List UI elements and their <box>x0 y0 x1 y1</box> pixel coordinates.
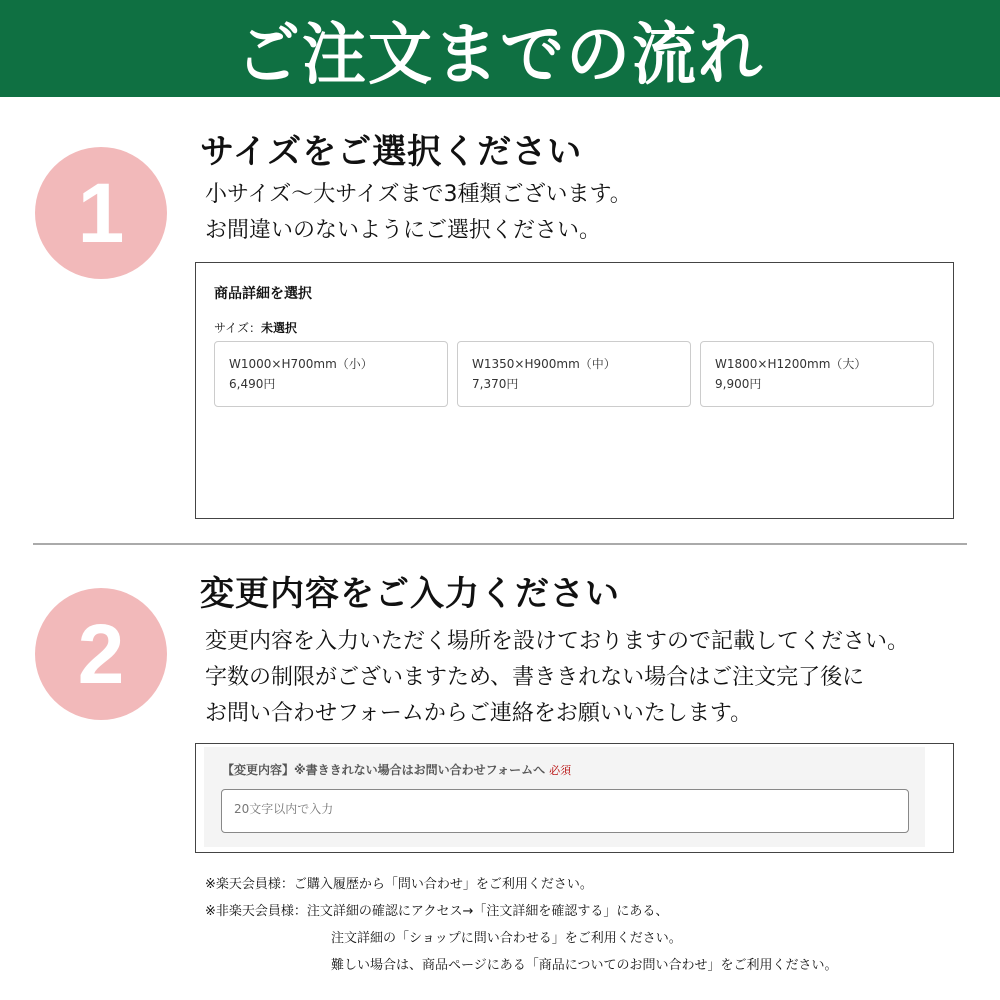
step-1-desc-line: お間違いのないようにご選択ください。 <box>205 218 602 243</box>
step-2-description <box>205 624 909 732</box>
size-label: サイズ： <box>214 321 262 335</box>
note-rakuten <box>205 871 837 898</box>
note-prefix: ※非楽天会員様： <box>205 904 307 919</box>
panel-title: 商品詳細を選択 <box>214 286 312 302</box>
step-2-desc-line: 変更内容を入力いただく場所を設けておりますので記載してください。 <box>205 629 910 654</box>
option-price: 7,370円 <box>472 377 519 391</box>
step-2-desc-line: 字数の制限がございますため、書ききれない場合はご注文完了後に <box>205 665 865 690</box>
option-price: 9,900円 <box>715 377 762 391</box>
page-title: ご注文までの流れ <box>236 15 764 94</box>
step-2-desc-line: お問い合わせフォームからご連絡をお願いいたします。 <box>205 701 753 726</box>
option-label: W1800×H1200mm（大） <box>715 357 867 371</box>
form-area <box>204 747 925 847</box>
section-divider <box>33 543 967 545</box>
option-price: 6,490円 <box>229 377 276 391</box>
size-selection-status <box>214 319 297 336</box>
option-label: W1000×H700mm（小） <box>229 357 373 371</box>
note-line: 難しい場合は、商品ページにある「商品についてのお問い合わせ」をご利用ください。 <box>331 958 838 973</box>
required-badge: 必須 <box>549 764 572 777</box>
contact-notes <box>205 871 837 979</box>
step-2-title: 変更内容をご入力ください <box>200 574 620 614</box>
note-text: 注文詳細の確認にアクセス→「注文詳細を確認する」にある、 <box>306 904 669 919</box>
step-1-desc-line: 小サイズ～大サイズまで3種類ございます。 <box>205 182 632 207</box>
size-value: 未選択 <box>261 321 298 335</box>
step-1-description <box>205 177 632 249</box>
note-text: ご購入履歴から「問い合わせ」をご利用ください。 <box>293 877 593 892</box>
option-label: W1350×H900mm（中） <box>472 357 616 371</box>
size-option-medium[interactable] <box>457 341 691 407</box>
size-option-small[interactable] <box>214 341 448 407</box>
change-content-input[interactable] <box>221 789 909 833</box>
step-1-badge: 1 <box>35 147 167 279</box>
size-options <box>214 341 934 407</box>
step-2-badge: 2 <box>35 588 167 720</box>
change-request-panel <box>195 743 954 853</box>
page-header <box>0 0 1000 97</box>
note-line: 注文詳細の「ショップに問い合わせる」をご利用ください。 <box>331 931 682 946</box>
field-label-text: 【変更内容】※書ききれない場合はお問い合わせフォームへ <box>222 763 546 777</box>
change-field-label <box>222 761 571 778</box>
size-option-large[interactable] <box>700 341 934 407</box>
note-non-rakuten <box>205 898 837 925</box>
product-detail-panel <box>195 262 954 519</box>
step-1-title: サイズをご選択ください <box>200 132 583 172</box>
note-prefix: ※楽天会員様： <box>205 877 294 892</box>
